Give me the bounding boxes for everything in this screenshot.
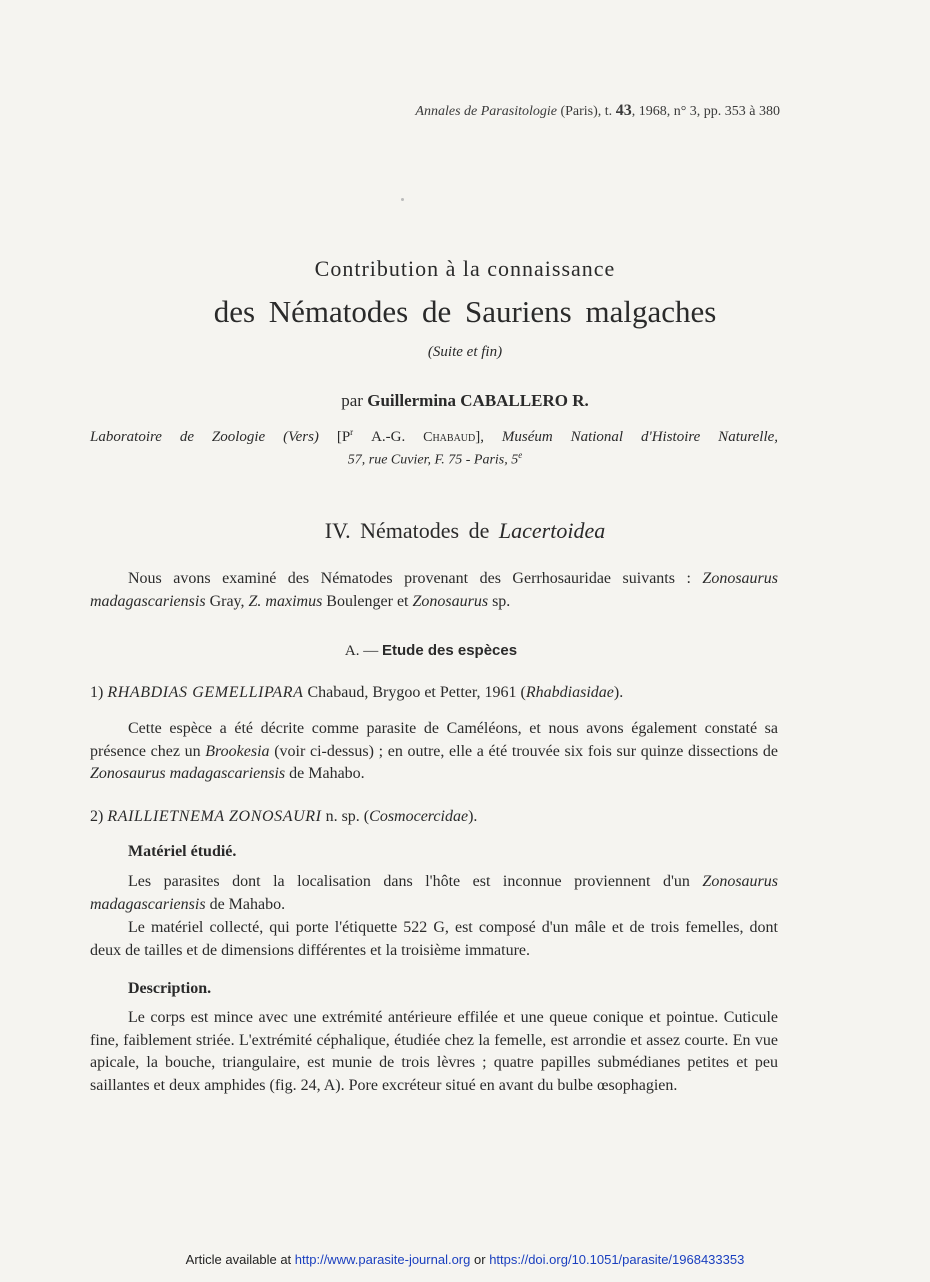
intro-species-2: Z. maximus (248, 592, 323, 610)
title-line-1: Contribution à la connaissance (314, 256, 616, 281)
section-number: IV. Nématodes de (324, 518, 490, 543)
description-heading: Description. (128, 980, 212, 997)
intro-text-3: Boulenger et (326, 592, 409, 610)
author-prefix: par (341, 391, 363, 410)
materiel-heading: Matériel étudié. (128, 843, 237, 860)
materiel-paragraph-1 (90, 871, 778, 916)
affiliation-address: 57, rue Cuvier, F. 75 - Paris, 5 (347, 452, 519, 468)
affiliation-lab: Laboratoire de Zoologie (90, 429, 266, 445)
para1-genus: Brookesia (205, 742, 270, 760)
affiliation-initials: A.-G. (371, 429, 406, 445)
author-line (0, 391, 930, 411)
species-2-family: Cosmocercidae (369, 808, 469, 825)
intro-species-1: Zonosaurus madagascariensis (90, 570, 778, 610)
footer-doi-link[interactable]: https://doi.org/10.1051/parasite/1968433353 (489, 1252, 745, 1267)
affiliation-bracket-close: ], (475, 429, 484, 445)
affiliation-dept: (Vers) (283, 429, 319, 445)
description-paragraph: Le corps est mince avec une extrémité antérieure effilée et une queue conique et pointue. Cuticule fine, faiblement striée. L'extrémité céphalique, étudiée chez la femelle, est arrondie et assez courte. En vue apicale, la bouche, triangulaire, est munie de trois lèvres ; quatre papilles submédianes petites et peu saillantes et deux amphides (fig. 24, A). Pore excréteur situé en avant du bulbe œsophagien. (90, 1009, 778, 1094)
affiliation-line-2 (0, 450, 870, 469)
intro-paragraph (90, 568, 778, 613)
journal-issue: , 1968, n° 3, pp. 353 à 380 (631, 104, 780, 119)
species-2-heading (90, 808, 477, 826)
affiliation-sup: r (350, 427, 354, 437)
materiel-text-1: Les parasites dont la localisation dans l'hôte est inconnue proviennent d'un (128, 873, 690, 890)
section-heading (0, 518, 930, 544)
running-head (415, 102, 780, 120)
species-1-number: 1) (90, 684, 104, 701)
affiliation-line-1 (90, 427, 778, 446)
species-2-number: 2) (90, 808, 104, 825)
author-name: Guillermina CABALLERO R. (367, 391, 589, 410)
para1-species: Zonosaurus madagascariensis (90, 765, 286, 782)
materiel-species: Zonosaurus madagascariensis (90, 873, 778, 913)
species-2-close: ). (468, 808, 478, 825)
intro-species-3: Zonosaurus (412, 592, 489, 610)
subsection-label: Etude des espèces (382, 642, 518, 659)
affiliation-address-sup: e (518, 450, 523, 460)
title-line-3: (Suite et fin) (427, 344, 503, 360)
affiliation-director: Chabaud (423, 430, 476, 445)
species-1-paragraph (90, 718, 778, 786)
journal-name: Annales de Parasitologie (415, 104, 557, 119)
species-2-mid: n. sp. ( (325, 808, 370, 825)
species-1-name: RHABDIAS GEMELLIPARA (107, 684, 304, 701)
footer-journal-link[interactable]: http://www.parasite-journal.org (294, 1252, 471, 1267)
intro-text-2: Gray, (209, 592, 245, 610)
materiel-paragraph-2: Le matériel collecté, qui porte l'étiquette 522 G, est composé d'un mâle et de trois femelles, dont deux de tailles et de dimensions différentes et la troisième immature. (90, 919, 778, 959)
species-1-heading (90, 684, 623, 702)
subsection-heading (0, 642, 862, 660)
para1-text-1: Cette espèce a été décrite comme parasite de Caméléons, et nous avons également constaté sa présence chez un (90, 720, 778, 760)
intro-text-4: sp. (492, 592, 511, 610)
paper-speck (401, 198, 404, 201)
para1-text-3: de Mahabo. (289, 765, 365, 782)
subsection-prefix: A. — (344, 643, 379, 659)
footer-prefix: Article available at (185, 1252, 292, 1267)
section-taxon: Lacertoidea (498, 518, 606, 543)
affiliation-museum: Muséum National d'Histoire Naturelle, (501, 429, 779, 445)
species-1-family: Rhabdiasidae (525, 684, 614, 701)
species-1-authors: Chabaud, Brygoo et Petter, 1961 ( (307, 684, 526, 701)
species-1-close: ). (613, 684, 624, 701)
intro-text-1: Nous avons examiné des Nématodes provenant des Gerrhosauridae suivants : (128, 570, 691, 587)
journal-place: (Paris), t. (560, 104, 613, 119)
title-line-2: des Nématodes de Sauriens malgaches (213, 294, 717, 329)
para1-text-2: (voir ci-dessus) ; en outre, elle a été trouvée six fois sur quinze dissections de (274, 742, 779, 760)
materiel-text-2: de Mahabo. (209, 895, 286, 913)
footer-or: or (474, 1252, 486, 1267)
species-2-name: RAILLIETNEMA ZONOSAURI (107, 808, 322, 825)
affiliation-bracket-open: [P (336, 429, 351, 445)
footer-availability (0, 1252, 930, 1267)
journal-volume: 43 (615, 102, 632, 119)
